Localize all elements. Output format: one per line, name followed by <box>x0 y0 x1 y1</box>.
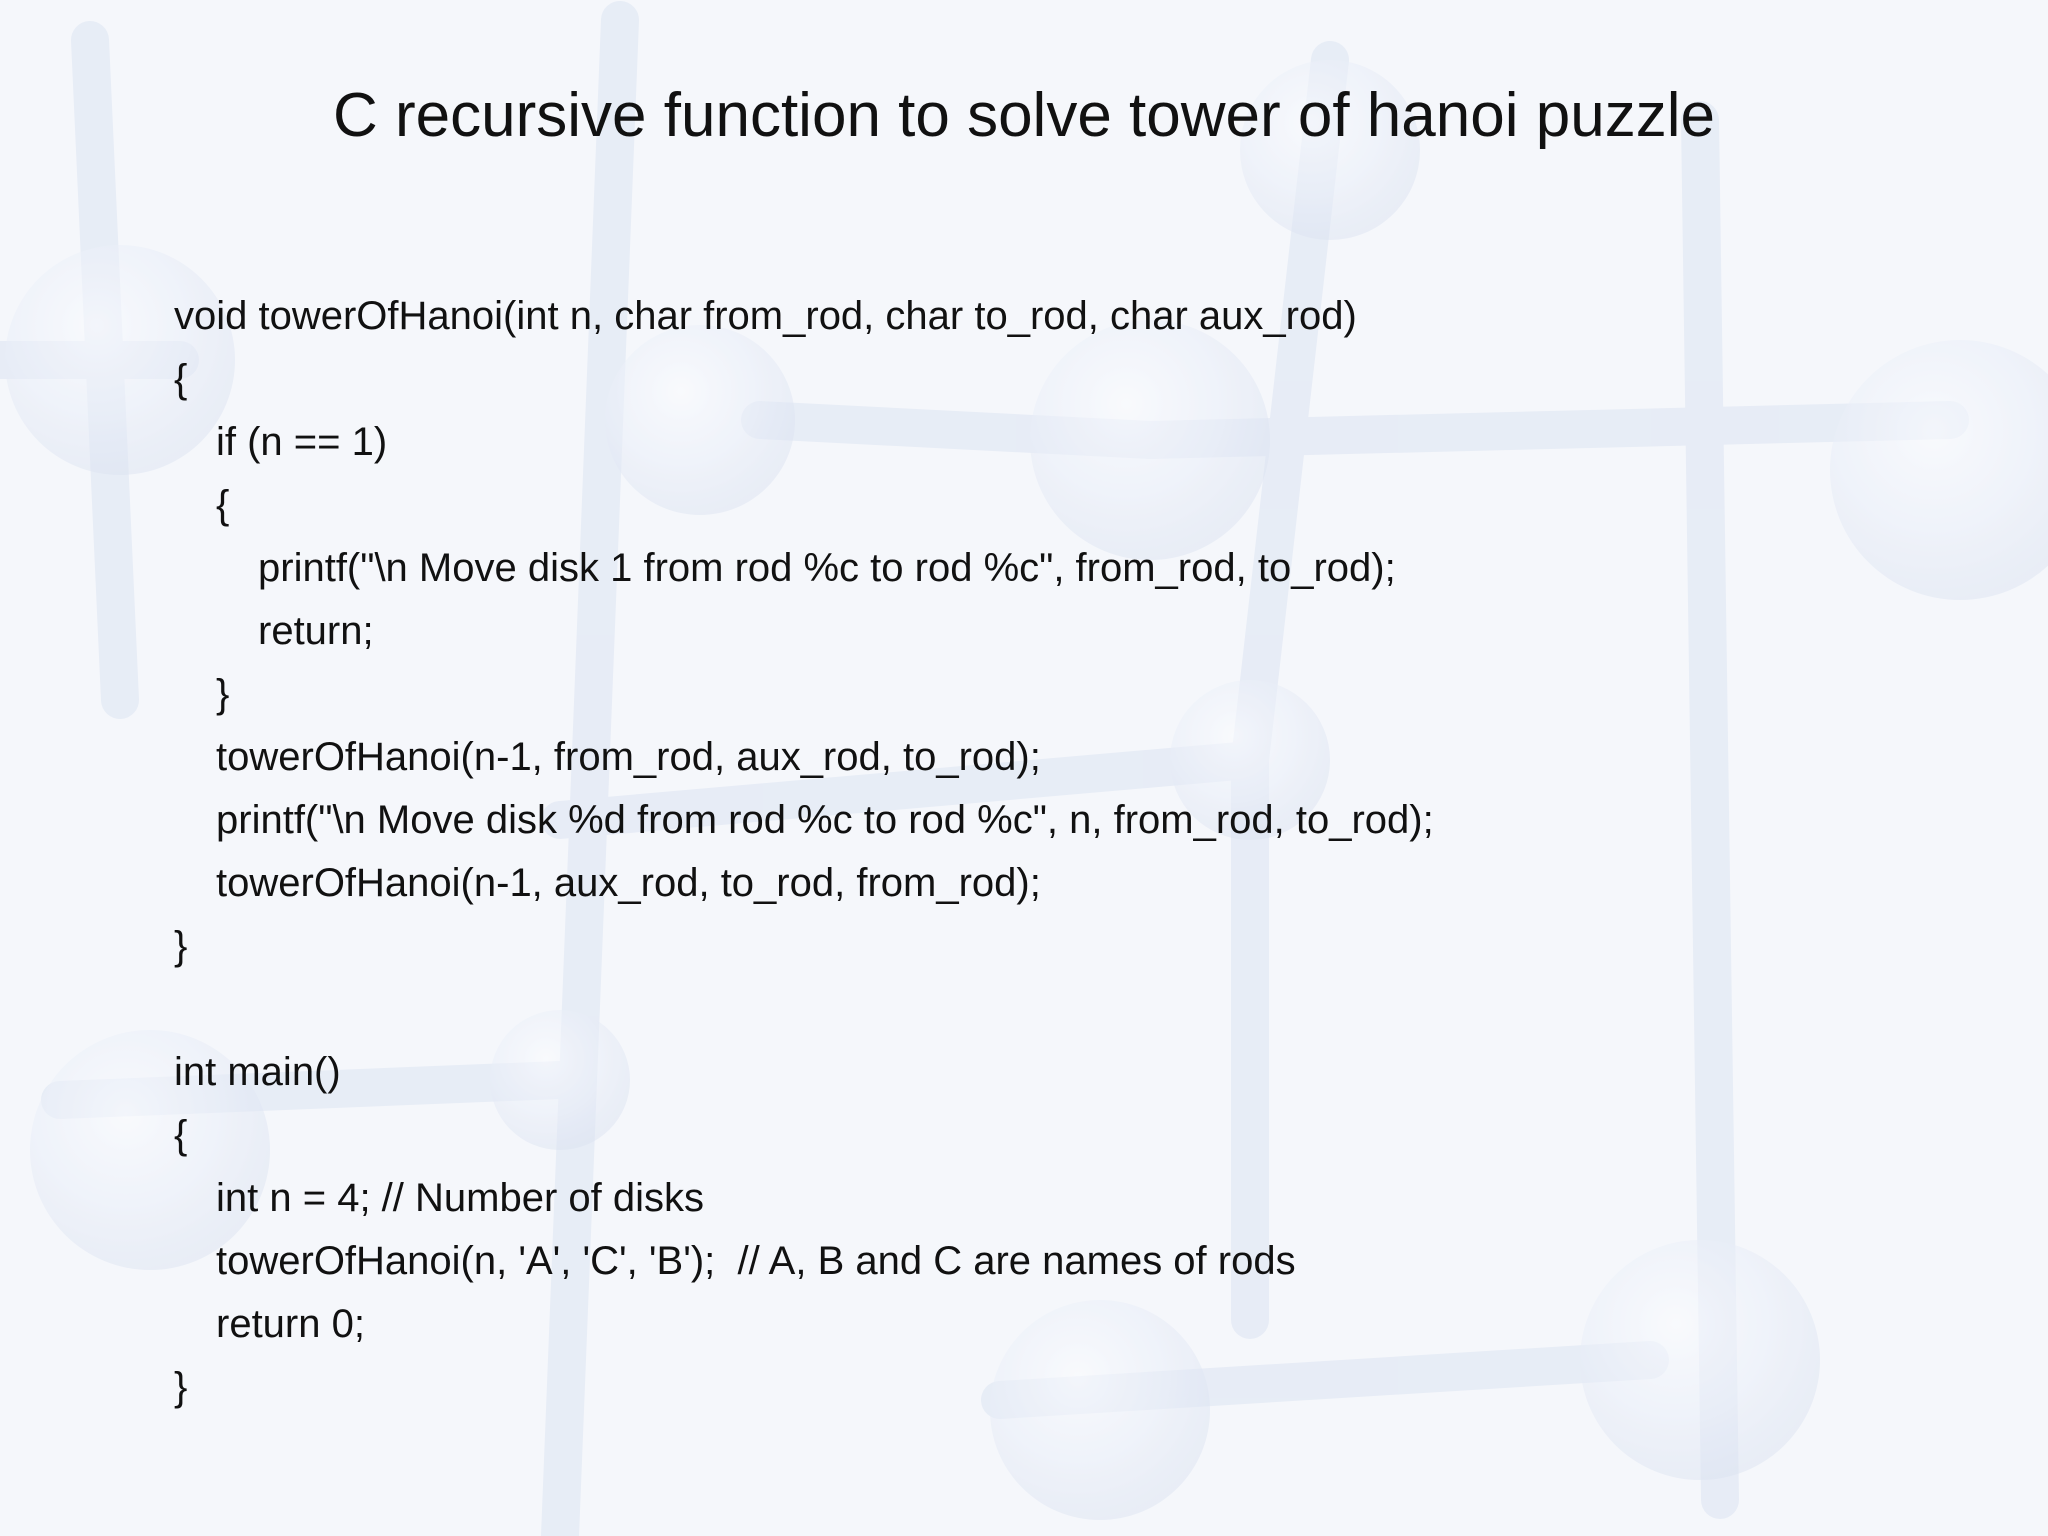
code-line: void towerOfHanoi(int n, char from_rod, char to_rod, char aux_rod) <box>174 294 1357 338</box>
code-line: if (n == 1) <box>216 420 388 464</box>
code-line-blank <box>174 978 1974 1041</box>
code-line: return; <box>258 609 374 653</box>
code-line: } <box>216 672 230 716</box>
code-line: towerOfHanoi(n-1, aux_rod, to_rod, from_rod); <box>216 861 1041 905</box>
slide-title: C recursive function to solve tower of hanoi puzzle <box>333 81 1715 150</box>
code-block <box>174 285 1974 1419</box>
code-line: printf("\n Move disk %d from rod %c to rod %c", n, from_rod, to_rod); <box>216 798 1434 842</box>
code-line: } <box>174 1365 188 1409</box>
code-line: } <box>174 924 188 968</box>
code-line: int main() <box>174 1050 341 1094</box>
code-line: int n = 4; // Number of disks <box>216 1176 704 1220</box>
code-line: return 0; <box>216 1302 365 1346</box>
code-line: towerOfHanoi(n, 'A', 'C', 'B'); // A, B and C are names of rods <box>216 1239 1296 1283</box>
code-line: towerOfHanoi(n-1, from_rod, aux_rod, to_rod); <box>216 735 1041 779</box>
code-line: { <box>174 357 188 401</box>
code-line: { <box>216 483 230 527</box>
code-line: { <box>174 1113 188 1157</box>
code-line: printf("\n Move disk 1 from rod %c to rod %c", from_rod, to_rod); <box>258 546 1396 590</box>
